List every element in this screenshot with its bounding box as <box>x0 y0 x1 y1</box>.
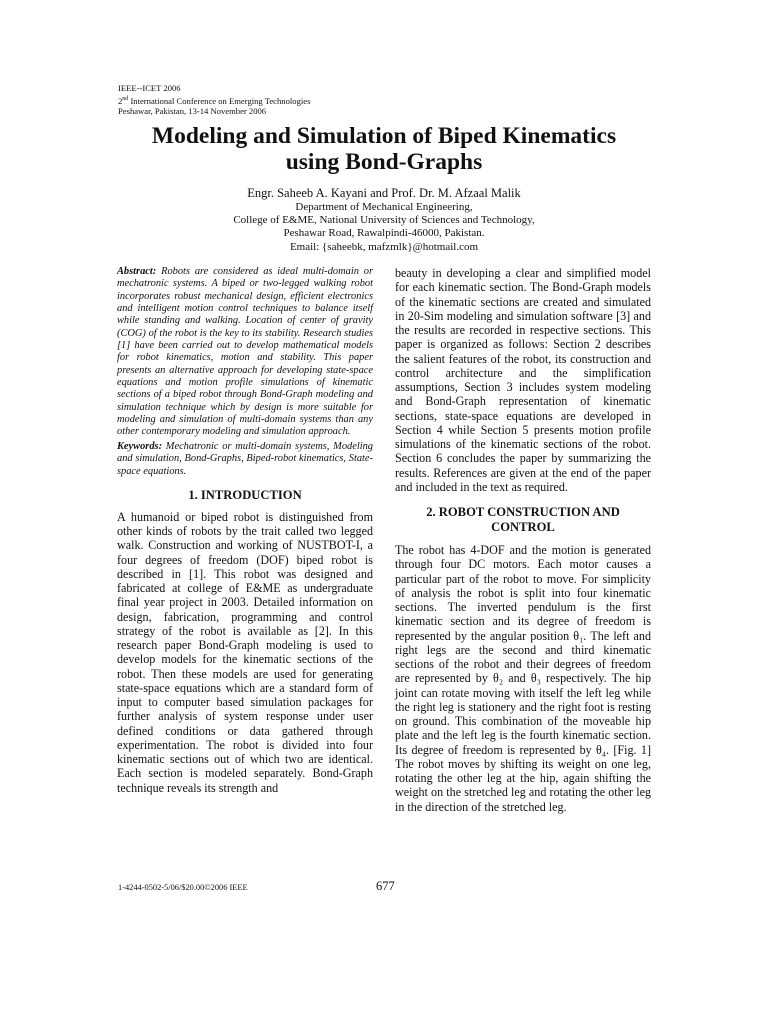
section-2-heading <box>395 505 651 535</box>
section-2-text: The robot has 4-DOF and the motion is generated through four DC motors. Each motor causes a particular part of the robot to move. For simplicity of analysis the robot is split into four kinematic sections. The inverted pendulum is the first kinematic section and its degree of freedom is represented by the angular position θ₁. The left and right legs are the second and third kinematic sections of the robot and their degrees of freedom are represented by θ₂ and θ₃ respectively. The hip joint can rotate moving with itself the left leg while the right leg is stationery and the right foot is resting on ground. This combination of the moveable hip plate and the left leg is the fourth kinematic section. Its degree of freedom is represented by θ₄. [Fig. 1] The robot moves by shifting its weight on one leg, rotating the other leg at the hip, again shifting the weight on the stretched leg and rotating the other leg in the direction of the stretched leg. <box>395 543 651 814</box>
right-column <box>395 266 651 814</box>
affiliation-line-2: College of E&ME, National University of Sciences and Technology, <box>233 214 535 227</box>
footer-copyright: 1-4244-0502-5/06/$20.00©2006 IEEE <box>118 883 248 892</box>
title-line-2: using Bond-Graphs <box>285 149 483 175</box>
authors: Engr. Saheeb A. Kayani and Prof. Dr. M. Afzaal Malik <box>247 186 521 200</box>
conference-line-1: IEEE--ICET 2006 <box>118 83 181 93</box>
affiliation-email: Email: {saheebk, mafzmlk}@hotmail.com <box>289 240 479 253</box>
title-line-1: Modeling and Simulation of Biped Kinematics <box>151 123 617 149</box>
affiliation-line-3: Peshawar Road, Rawalpindi-46000, Pakistan. <box>283 227 485 240</box>
section-2-heading-line-2: CONTROL <box>491 520 555 534</box>
affiliation <box>100 201 668 254</box>
paper-title <box>100 123 668 175</box>
keywords-label: Keywords: <box>117 440 163 452</box>
conference-line-2: 2nd International Conference on Emerging Technologies <box>118 95 311 106</box>
section-2-heading-line-1: 2. ROBOT CONSTRUCTION AND <box>426 505 620 519</box>
page-number: 677 <box>376 879 395 893</box>
affiliation-line-1: Department of Mechanical Engineering, <box>295 201 473 213</box>
abstract-label: Abstract: <box>117 266 157 277</box>
keywords <box>117 441 373 478</box>
abstract-text: Robots are considered as ideal multi-domain or mechatronic systems. A biped or two-legged walking robot incorporates robust mechanical design, efficient electronics and intelligent motion control techniques to balance itself while standing and walking. Location of center of gravity (COG) of the robot is the key to its stability. Research studies [1] have been carried out to develop mathematical models for robot kinematics, motion and stability. This paper presents an alternative approach for developing state-space equations and motion profile simulations of kinematic sections of a biped robot through Bond-Graph modeling and simulation technique which by design is more suitable for modeling and simulation of multi-domain systems than any other contemporary modeling and simulation approach. <box>117 266 373 438</box>
section-1-text: A humanoid or biped robot is distinguished from other kinds of robots by the trait called two legged walk. Construction and working of NUSTBOT-I, a four degrees of freedom (DOF) biped robot is described in [1]. This robot was designed and fabricated at college of E&ME as undergraduate final year project in 2003. Detailed information on design, fabrication, programming and control strategy of the robot is available as [2]. In this research paper Bond-Graph modeling is used to develop models for the kinematic sections of the robot. Then these models are used for generating state-space equations which are a standard form of input to computer based simulation packages for further analysis of system response under user defined conditions or data gathered through experimentation. The robot is divided into four kinematic sections out of which two are identical. Each section is modeled separately. Bond-Graph technique reveals its strength and <box>117 509 373 795</box>
abstract <box>117 266 373 439</box>
left-column <box>117 266 373 795</box>
conference-header <box>118 83 310 117</box>
conference-line-3: Peshawar, Pakistan, 13-14 November 2006 <box>118 106 267 117</box>
keywords-text: Mechatronic or multi-domain systems, Modeling and simulation, Bond-Graphs, Biped-robot kinematics, State-space equations. <box>117 440 373 477</box>
section-1-heading: 1. INTRODUCTION <box>188 487 302 502</box>
introduction-continuation: beauty in developing a clear and simplified model for each kinematic section. The Bond-Graph models of the kinematic sections are created and simulated in 20-Sim modeling and simulation software [3] and the results are recorded in respective sections. This paper is organized as follows: Section 2 describes the salient features of the robot, its construction and control architecture and the simplification assumptions, Section 3 includes system modeling and Bond-Graph representation of kinematic sections, state-space equations are developed in Section 4 while Section 5 presents motion profile simulations of the kinematic sections of the robot. Section 6 concludes the paper by summarizing the results. References are given at the end of the paper and included in the text as required. <box>395 266 651 494</box>
